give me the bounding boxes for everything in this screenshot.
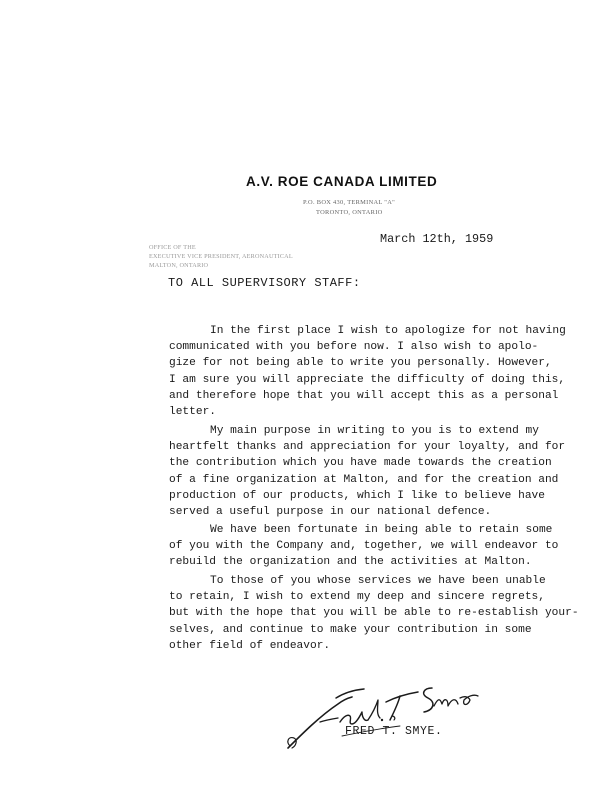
paragraph-line: and therefore hope that you will accept this as a personal [169,389,559,402]
paragraph-line: heartfelt thanks and appreciation for your loyalty, and for [169,441,566,454]
paragraph-line: of a fine organization at Malton, and for the creation and [169,473,559,486]
paragraph-line: I am sure you will appreciate the difficulty of doing this, [169,373,566,386]
paragraph-line: production of our products, which I like to believe have [169,489,545,502]
paragraph-line: communicated with you before now. I also wish to apolo- [169,341,539,354]
body-paragraph [169,423,566,520]
paragraph-line: gize for not being able to write you personally. However, [169,357,552,370]
salutation: TO ALL SUPERVISORY STAFF: [168,276,361,290]
paragraph-line: My main purpose in writing to you is to extend my [210,425,539,437]
letterhead-address-line-1: P.O. BOX 430, TERMINAL "A" [303,199,396,206]
paragraph-line: to retain, I wish to extend my deep and sincere regrets, [169,591,545,604]
paragraph-line: but with the hope that you will be able to re-establish your- [169,607,579,620]
paragraph-line: rebuild the organization and the activities at Malton. [169,556,532,569]
body-paragraph [169,522,559,571]
company-name: A.V. ROE CANADA LIMITED [246,174,438,189]
handwritten-signature [282,676,482,754]
paragraph-line: In the first place I wish to apologize for not having [210,325,566,337]
paragraph-line: letter. [169,405,216,418]
paragraph-line: the contribution which you have made towards the creation [169,457,552,470]
paragraph-line: other field of endeavor. [169,639,331,652]
letterhead-address-line-2: TORONTO, ONTARIO [316,209,383,216]
body-paragraph [169,573,579,654]
signer-typed-name: FRED T. SMYE. [345,725,443,738]
office-line-1: OFFICE OF THE [149,244,196,251]
office-line-2: EXECUTIVE VICE PRESIDENT, AERONAUTICAL [149,253,293,260]
paragraph-line: We have been fortunate in being able to retain some [210,524,553,536]
paragraph-line: To those of you whose services we have been unable [210,575,546,587]
office-line-3: MALTON, ONTARIO [149,262,209,269]
letter-date: March 12th, 1959 [380,232,494,246]
paragraph-line: served a useful purpose in our national defence. [169,505,492,518]
paragraph-line: selves, and continue to make your contribution in some [169,623,532,636]
paragraph-line: of you with the Company and, together, we will endeavor to [169,540,559,553]
body-paragraph [169,323,566,420]
